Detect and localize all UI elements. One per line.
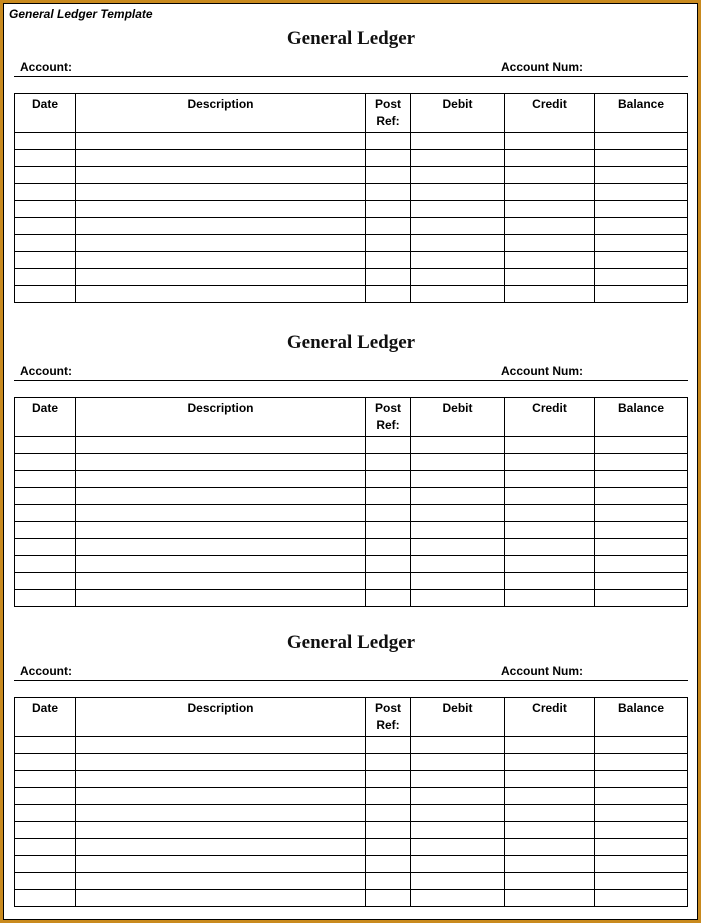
table-row (15, 822, 688, 839)
column-header: Post Ref: (366, 398, 411, 437)
table-cell[interactable] (595, 471, 688, 488)
table-row (15, 522, 688, 539)
table-cell[interactable] (15, 522, 76, 539)
table-cell[interactable] (366, 286, 411, 303)
table-cell[interactable] (15, 286, 76, 303)
table-cell[interactable] (366, 822, 411, 839)
table-cell[interactable] (505, 737, 595, 754)
table-cell[interactable] (366, 235, 411, 252)
table-cell[interactable] (366, 505, 411, 522)
table-cell[interactable] (505, 839, 595, 856)
table-cell[interactable] (595, 133, 688, 150)
table-cell[interactable] (366, 522, 411, 539)
table-cell[interactable] (76, 873, 366, 890)
table-cell[interactable] (366, 788, 411, 805)
table-cell[interactable] (505, 167, 595, 184)
table-cell[interactable] (76, 505, 366, 522)
table-cell[interactable] (76, 856, 366, 873)
table-cell[interactable] (76, 573, 366, 590)
table-cell[interactable] (505, 133, 595, 150)
table-cell[interactable] (595, 235, 688, 252)
table-cell[interactable] (366, 590, 411, 607)
table-cell[interactable] (15, 201, 76, 218)
table-cell[interactable] (411, 252, 505, 269)
table-cell[interactable] (595, 167, 688, 184)
column-header: Balance (595, 94, 688, 133)
table-cell[interactable] (366, 471, 411, 488)
table-cell[interactable] (505, 573, 595, 590)
table-cell[interactable] (411, 184, 505, 201)
table-cell[interactable] (595, 505, 688, 522)
account-label: Account: (20, 364, 72, 378)
ledger-title: General Ledger (286, 632, 416, 653)
table-cell[interactable] (76, 235, 366, 252)
table-cell[interactable] (366, 184, 411, 201)
table-cell[interactable] (411, 556, 505, 573)
table-row (15, 805, 688, 822)
table-row (15, 184, 688, 201)
table-cell[interactable] (76, 167, 366, 184)
table-cell[interactable] (15, 556, 76, 573)
table-cell[interactable] (505, 522, 595, 539)
table-row (15, 539, 688, 556)
table-row (15, 488, 688, 505)
table-cell[interactable] (366, 839, 411, 856)
table-cell[interactable] (15, 184, 76, 201)
ledger-section (14, 26, 688, 306)
table-cell[interactable] (76, 556, 366, 573)
table-cell[interactable] (15, 539, 76, 556)
table-cell[interactable] (76, 471, 366, 488)
table-cell[interactable] (595, 839, 688, 856)
table-cell[interactable] (595, 437, 688, 454)
table-cell[interactable] (366, 488, 411, 505)
table-cell[interactable] (15, 890, 76, 907)
table-cell[interactable] (411, 771, 505, 788)
table-cell[interactable] (595, 539, 688, 556)
table-cell[interactable] (76, 150, 366, 167)
table-cell[interactable] (505, 184, 595, 201)
table-cell[interactable] (595, 218, 688, 235)
table-cell[interactable] (15, 573, 76, 590)
ledger-table (14, 93, 688, 303)
header-row (15, 698, 688, 737)
table-cell[interactable] (15, 235, 76, 252)
table-cell[interactable] (15, 590, 76, 607)
table-cell[interactable] (15, 252, 76, 269)
column-header: Debit (411, 698, 505, 737)
table-cell[interactable] (76, 771, 366, 788)
table-cell[interactable] (411, 454, 505, 471)
table-row (15, 771, 688, 788)
table-row (15, 235, 688, 252)
table-cell[interactable] (76, 805, 366, 822)
table-cell[interactable] (411, 286, 505, 303)
account-num-label: Account Num: (501, 364, 583, 378)
table-cell[interactable] (505, 873, 595, 890)
table-cell[interactable] (366, 133, 411, 150)
header-row (15, 398, 688, 437)
table-cell[interactable] (595, 788, 688, 805)
table-cell[interactable] (411, 890, 505, 907)
column-header: Post Ref: (366, 94, 411, 133)
table-cell[interactable] (76, 269, 366, 286)
table-cell[interactable] (76, 201, 366, 218)
table-cell[interactable] (411, 573, 505, 590)
account-info-row (14, 60, 688, 77)
table-cell[interactable] (15, 454, 76, 471)
ledger-table (14, 397, 688, 607)
table-cell[interactable] (595, 201, 688, 218)
table-cell[interactable] (366, 454, 411, 471)
table-cell[interactable] (366, 771, 411, 788)
table-cell[interactable] (411, 488, 505, 505)
ledger-title: General Ledger (286, 332, 416, 353)
table-cell[interactable] (505, 856, 595, 873)
table-cell[interactable] (505, 235, 595, 252)
table-cell[interactable] (595, 286, 688, 303)
table-row (15, 737, 688, 754)
column-header: Description (76, 698, 366, 737)
table-cell[interactable] (411, 539, 505, 556)
table-cell[interactable] (505, 218, 595, 235)
table-cell[interactable] (595, 873, 688, 890)
table-cell[interactable] (15, 754, 76, 771)
table-cell[interactable] (366, 556, 411, 573)
table-cell[interactable] (366, 573, 411, 590)
table-cell[interactable] (366, 856, 411, 873)
table-cell[interactable] (411, 201, 505, 218)
table-cell[interactable] (411, 590, 505, 607)
table-cell[interactable] (366, 754, 411, 771)
table-cell[interactable] (366, 150, 411, 167)
table-row (15, 201, 688, 218)
table-cell[interactable] (505, 437, 595, 454)
table-cell[interactable] (411, 269, 505, 286)
table-cell[interactable] (595, 822, 688, 839)
table-cell[interactable] (366, 437, 411, 454)
table-cell[interactable] (15, 805, 76, 822)
table-cell[interactable] (366, 539, 411, 556)
table-cell[interactable] (595, 269, 688, 286)
table-row (15, 252, 688, 269)
ledger-section (14, 330, 688, 610)
column-header: Debit (411, 94, 505, 133)
column-header: Post Ref: (366, 698, 411, 737)
table-cell[interactable] (505, 488, 595, 505)
table-cell[interactable] (76, 184, 366, 201)
table-row (15, 573, 688, 590)
table-cell[interactable] (505, 150, 595, 167)
table-cell[interactable] (366, 805, 411, 822)
column-header: Date (15, 94, 76, 133)
table-cell[interactable] (15, 771, 76, 788)
table-cell[interactable] (15, 856, 76, 873)
table-cell[interactable] (595, 590, 688, 607)
table-cell[interactable] (411, 754, 505, 771)
account-info-row (14, 664, 688, 681)
ledger-title: General Ledger (286, 28, 416, 49)
table-cell[interactable] (595, 856, 688, 873)
table-cell[interactable] (595, 522, 688, 539)
account-num-label: Account Num: (501, 664, 583, 678)
table-cell[interactable] (505, 471, 595, 488)
table-cell[interactable] (76, 590, 366, 607)
table-row (15, 167, 688, 184)
table-cell[interactable] (411, 167, 505, 184)
table-cell[interactable] (76, 839, 366, 856)
column-header: Date (15, 698, 76, 737)
table-cell[interactable] (76, 822, 366, 839)
table-cell[interactable] (595, 805, 688, 822)
header-row (15, 94, 688, 133)
table-cell[interactable] (76, 286, 366, 303)
table-cell[interactable] (595, 150, 688, 167)
table-row (15, 873, 688, 890)
table-cell[interactable] (76, 522, 366, 539)
table-cell[interactable] (366, 201, 411, 218)
ledger-table (14, 697, 688, 907)
table-cell[interactable] (595, 556, 688, 573)
table-cell[interactable] (411, 839, 505, 856)
account-info-row (14, 364, 688, 381)
table-cell[interactable] (505, 590, 595, 607)
table-cell[interactable] (366, 167, 411, 184)
table-row (15, 269, 688, 286)
table-row (15, 133, 688, 150)
column-header: Description (76, 94, 366, 133)
table-cell[interactable] (15, 873, 76, 890)
table-cell[interactable] (15, 822, 76, 839)
table-cell[interactable] (76, 488, 366, 505)
column-header: Debit (411, 398, 505, 437)
table-cell[interactable] (15, 437, 76, 454)
table-cell[interactable] (15, 505, 76, 522)
table-cell[interactable] (505, 890, 595, 907)
table-cell[interactable] (505, 788, 595, 805)
table-cell[interactable] (15, 737, 76, 754)
table-cell[interactable] (411, 873, 505, 890)
table-row (15, 218, 688, 235)
table-cell[interactable] (76, 218, 366, 235)
document-label: General Ledger Template (9, 7, 153, 21)
table-cell[interactable] (15, 839, 76, 856)
table-cell[interactable] (411, 788, 505, 805)
table-cell[interactable] (76, 133, 366, 150)
table-row (15, 471, 688, 488)
table-cell[interactable] (411, 437, 505, 454)
table-cell[interactable] (505, 822, 595, 839)
table-cell[interactable] (15, 133, 76, 150)
column-header: Balance (595, 698, 688, 737)
table-cell[interactable] (411, 856, 505, 873)
table-cell[interactable] (76, 437, 366, 454)
table-cell[interactable] (15, 150, 76, 167)
table-cell[interactable] (595, 252, 688, 269)
table-cell[interactable] (411, 133, 505, 150)
table-cell[interactable] (366, 269, 411, 286)
table-cell[interactable] (366, 737, 411, 754)
table-cell[interactable] (505, 805, 595, 822)
table-cell[interactable] (76, 788, 366, 805)
table-row (15, 286, 688, 303)
table-cell[interactable] (366, 252, 411, 269)
table-row (15, 454, 688, 471)
table-cell[interactable] (76, 737, 366, 754)
table-cell[interactable] (366, 218, 411, 235)
table-row (15, 556, 688, 573)
account-num-label: Account Num: (501, 60, 583, 74)
table-cell[interactable] (366, 890, 411, 907)
table-cell[interactable] (505, 556, 595, 573)
table-row (15, 150, 688, 167)
table-cell[interactable] (411, 471, 505, 488)
column-header: Credit (505, 94, 595, 133)
column-header: Credit (505, 698, 595, 737)
table-cell[interactable] (505, 454, 595, 471)
column-header: Credit (505, 398, 595, 437)
ledger-section (14, 630, 688, 910)
table-row (15, 437, 688, 454)
account-label: Account: (20, 60, 72, 74)
table-cell[interactable] (595, 737, 688, 754)
table-cell[interactable] (15, 218, 76, 235)
table-cell[interactable] (505, 771, 595, 788)
table-cell[interactable] (595, 754, 688, 771)
table-row (15, 788, 688, 805)
table-cell[interactable] (595, 454, 688, 471)
table-cell[interactable] (76, 754, 366, 771)
table-cell[interactable] (76, 539, 366, 556)
table-cell[interactable] (76, 890, 366, 907)
table-cell[interactable] (505, 252, 595, 269)
table-cell[interactable] (15, 269, 76, 286)
table-cell[interactable] (411, 737, 505, 754)
table-row (15, 754, 688, 771)
column-header: Description (76, 398, 366, 437)
table-cell[interactable] (411, 822, 505, 839)
table-cell[interactable] (505, 286, 595, 303)
table-cell[interactable] (595, 890, 688, 907)
table-cell[interactable] (411, 522, 505, 539)
table-cell[interactable] (411, 505, 505, 522)
table-cell[interactable] (366, 873, 411, 890)
table-cell[interactable] (595, 184, 688, 201)
table-row (15, 890, 688, 907)
table-row (15, 505, 688, 522)
table-cell[interactable] (76, 252, 366, 269)
table-cell[interactable] (595, 488, 688, 505)
table-cell[interactable] (411, 150, 505, 167)
table-row (15, 856, 688, 873)
table-cell[interactable] (15, 488, 76, 505)
table-cell[interactable] (595, 771, 688, 788)
column-header: Balance (595, 398, 688, 437)
table-cell[interactable] (411, 805, 505, 822)
table-cell[interactable] (505, 269, 595, 286)
table-cell[interactable] (76, 454, 366, 471)
column-header: Date (15, 398, 76, 437)
table-cell[interactable] (411, 218, 505, 235)
table-cell[interactable] (15, 167, 76, 184)
table-cell[interactable] (505, 505, 595, 522)
table-row (15, 839, 688, 856)
account-label: Account: (20, 664, 72, 678)
table-cell[interactable] (595, 573, 688, 590)
table-cell[interactable] (505, 754, 595, 771)
table-row (15, 590, 688, 607)
table-cell[interactable] (15, 788, 76, 805)
table-cell[interactable] (505, 201, 595, 218)
table-cell[interactable] (411, 235, 505, 252)
table-cell[interactable] (505, 539, 595, 556)
table-cell[interactable] (15, 471, 76, 488)
